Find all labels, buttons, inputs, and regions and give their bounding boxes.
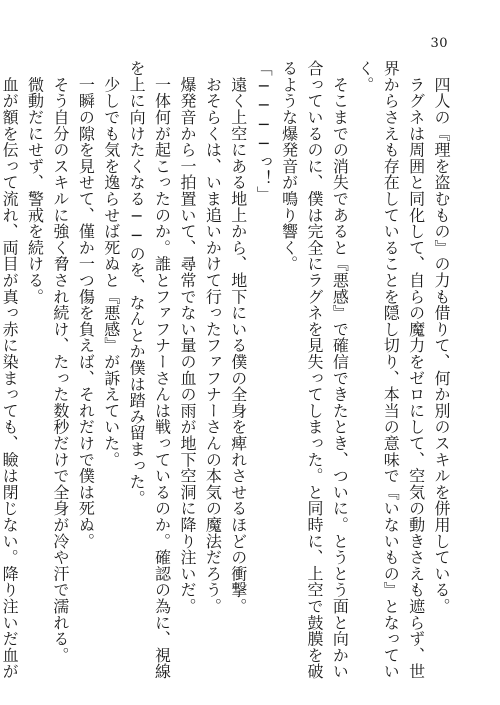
paragraph-1: 四人の『理を盗むもの』の力も借りて、何か別のスキルを併用している。	[432, 60, 451, 615]
paragraph-2: ラグネは周囲と同化して、自らの魔力をゼロにして、空気の動きさえも遮らず、世界からさえも存在していることを隠し切り、本当の意味で『いないもの』となっていく。	[355, 60, 426, 680]
paragraph-5: 遠く上空にある地上から、地下にいる僕の全身を痺れさせるほどの衝撃。	[228, 60, 248, 615]
paragraph-10: 一瞬の隙を見せて、僅か一つ傷を負えば、それだけで僕は死ぬ。	[76, 60, 96, 549]
novel-text-block	[0, 60, 454, 680]
page-number: 30	[430, 36, 448, 51]
paragraph-13: 血が額を伝って流れ、両目が真っ赤に染まっても、瞼は閉じない。降り注いだ血が	[0, 76, 20, 680]
paragraph-11: そう自分のスキルに強く脅され続け、たった数秒だけで全身が冷や汗で濡れる。	[50, 60, 70, 664]
paragraph-9: 少しでも気を逸らせば死ぬと『悪感』が訴えていた。	[101, 60, 121, 468]
paragraph-8: 一体何が起こったのか。誰とファフナーさんは戦っているのか。確認の為に、視線を上に向けたくなる──のを、なんとか僕は踏み留まった。	[127, 60, 172, 680]
paragraph-7: 爆発音から一拍置いて、尋常でない量の血の雨が地下空洞に降り注いだ。	[177, 60, 197, 615]
paragraph-6: おそらくは、いま追いかけて行ったファフナーさんの本気の魔法だろう。	[203, 60, 223, 615]
paragraph-4: 「────っ！」	[254, 60, 274, 203]
paragraph-3: そこまでの消失であると『悪感』で確信できたとき、ついに。とうとう面と向かい合っているのに、僕は完全にラグネを見失ってしまった。と同時に、上空で鼓膜を破るような爆発音が鳴り響く。	[279, 60, 350, 680]
paragraph-12: 微動だにせず、警戒を続ける。	[25, 60, 45, 305]
